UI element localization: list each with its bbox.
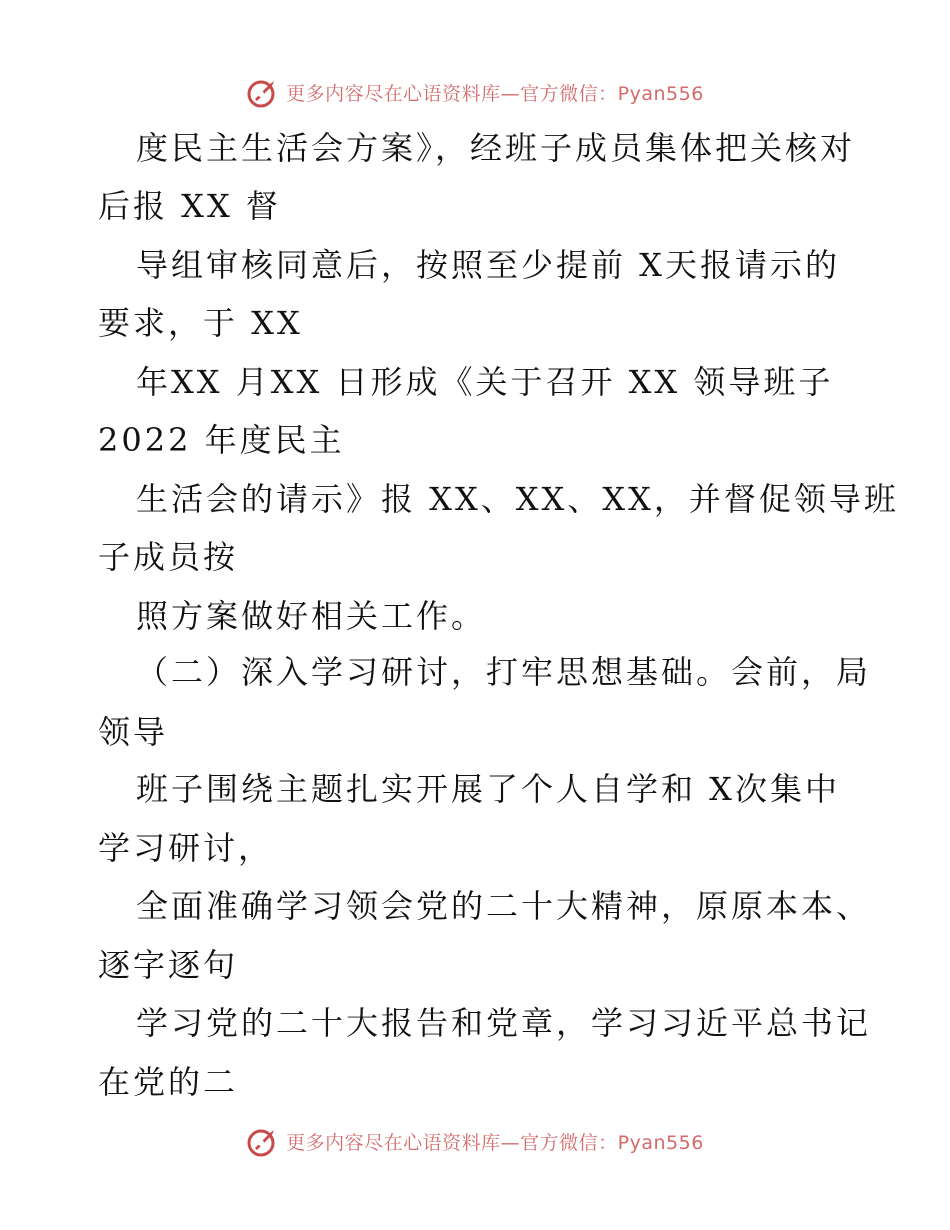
body-line: 生活会的请示》报 XX、XX、XX，并督促领导班 — [136, 480, 899, 518]
body-line: 领导 — [98, 713, 169, 751]
header-watermark-text: 更多内容尽在心语资料库—官方微信：Pyan556 — [286, 82, 704, 105]
body-line: 2022 年度民主 — [98, 421, 345, 459]
pen-in-circle-logo-icon — [246, 1124, 280, 1158]
body-line: 全面准确学习领会党的二十大精神，原原本本、 — [136, 887, 872, 925]
body-line: 逐字逐句 — [98, 946, 239, 984]
body-line: 学习党的二十大报告和党章，学习习近平总书记 — [136, 1004, 872, 1042]
body-line: 要求，于 XX — [98, 304, 303, 342]
footer-watermark-text: 更多内容尽在心语资料库—官方微信：Pyan556 — [286, 1131, 704, 1154]
footer-watermark — [0, 1121, 950, 1161]
body-line: 后报 XX 督 — [98, 187, 281, 225]
body-line: 导组审核同意后，按照至少提前 X天报请示的 — [136, 246, 840, 284]
body-line: 度民主生活会方案》，经班子成员集体把关核对 — [136, 129, 856, 167]
body-line: 在党的二 — [98, 1063, 239, 1101]
body-line: 班子围绕主题扎实开展了个人自学和 X次集中 — [136, 770, 840, 808]
body-line: 学习研讨， — [98, 829, 274, 867]
body-line: （二）深入学习研讨，打牢思想基础。会前，局 — [136, 653, 872, 691]
body-line: 照方案做好相关工作。 — [136, 597, 487, 635]
body-line: 年XX 月XX 日形成《关于召开 XX 领导班子 — [136, 363, 834, 401]
body-line: 子成员按 — [98, 538, 239, 576]
